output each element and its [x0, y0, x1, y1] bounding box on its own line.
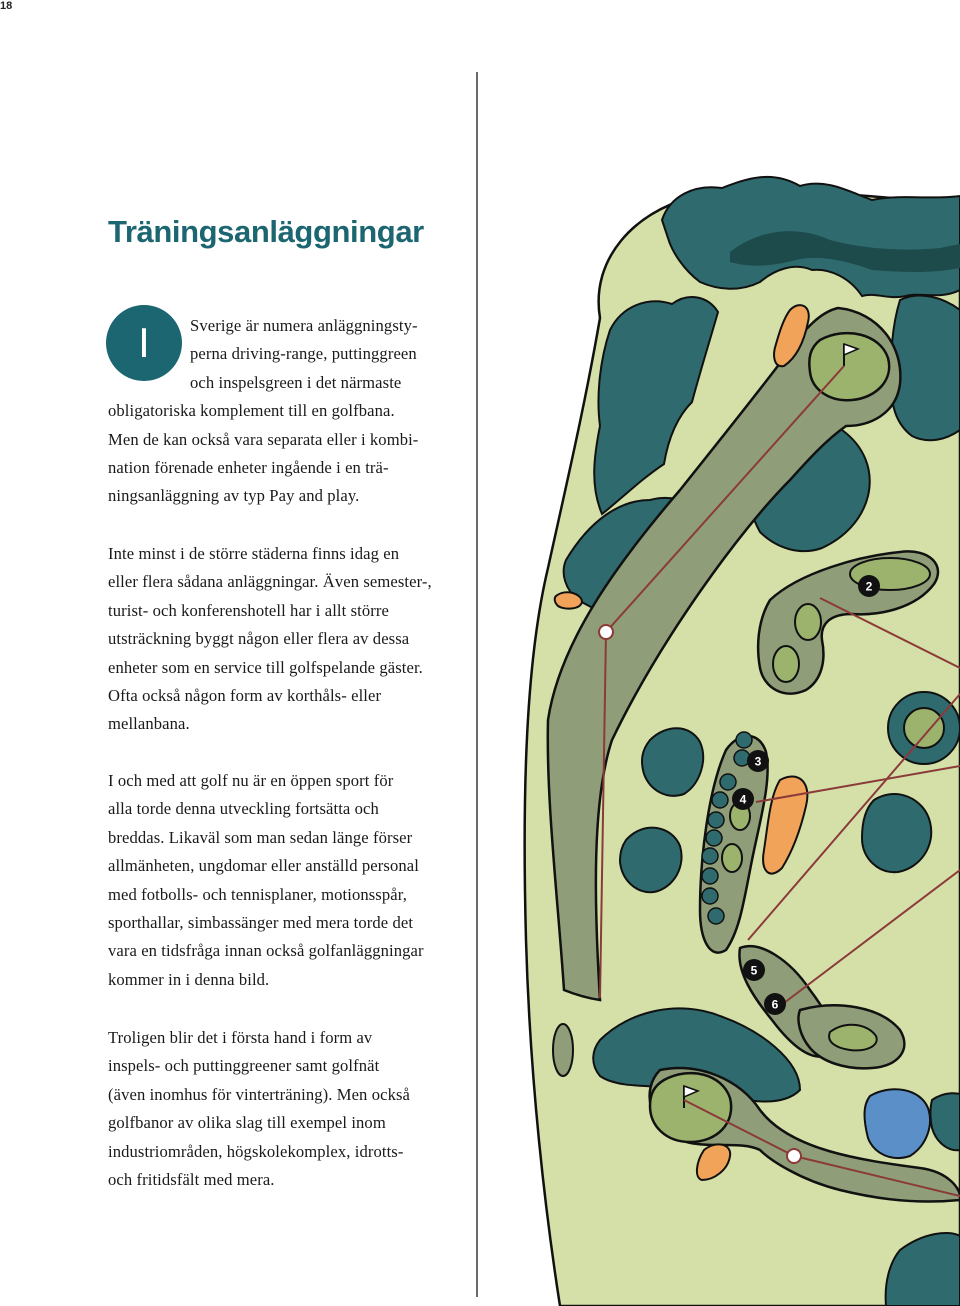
text-line: allmänheten, ungdomar eller anställd personal [108, 856, 419, 876]
hole-marker-3 [747, 750, 769, 772]
bunker [555, 592, 582, 608]
svg-text:6: 6 [771, 997, 779, 1012]
tee-marker [599, 625, 613, 639]
text-line: nation förenade enheter ingående i en trä- [108, 458, 389, 478]
text-line: breddas. Likaväl som man sedan länge förser [108, 827, 413, 847]
body-paragraph [108, 767, 453, 994]
page-title: Träningsanläggningar [108, 214, 424, 249]
text-line: vara en tidsfråga innan också golfanläggningar [108, 941, 424, 961]
body-paragraph [108, 1024, 453, 1194]
text-line: och fritidsfält med mera. [108, 1170, 275, 1190]
green-hole-6 [829, 1025, 877, 1051]
tee-box [553, 1024, 573, 1076]
text-line: Troligen blir det i första hand i form av [108, 1028, 373, 1047]
text-line: obligatoriska komplement till en golfbana. [108, 401, 395, 421]
tee-box [722, 844, 742, 872]
target-green-inner [904, 708, 944, 748]
tee-marker [787, 1149, 801, 1163]
text-line: (även inomhus för vinterträning). Men också [108, 1084, 410, 1104]
text-line: Inte minst i de större städerna finns idag en [108, 544, 400, 563]
svg-text:2: 2 [865, 579, 873, 594]
text-line: mellanbana. [108, 714, 190, 734]
text-line: och inspelsgreen i det närmaste [190, 372, 402, 392]
text-line: ningsanläggning av typ Pay and play. [108, 486, 360, 506]
text-line: I och med att golf nu är en öppen sport för [108, 771, 394, 790]
text-line: med fotbolls- och tennisplaner, motionsspår, [108, 884, 407, 904]
golf-course-map [520, 170, 960, 1306]
drop-cap: I [106, 305, 182, 381]
tree-cluster [620, 828, 682, 893]
text-line: kommer in i denna bild. [108, 969, 270, 989]
green-hole-7 [650, 1073, 731, 1142]
text-line: inspels- och puttinggreener samt golfnät [108, 1056, 380, 1076]
tree-cluster [642, 728, 703, 796]
body-paragraph [108, 540, 453, 739]
text-line: Ofta också någon form av korthåls- eller [108, 686, 382, 706]
intro-paragraph [108, 312, 453, 511]
tee-box [795, 604, 821, 640]
hole-marker-5 [743, 959, 765, 981]
svg-text:4: 4 [739, 792, 747, 807]
text-line: golfbanor av olika slag till exempel inom [108, 1113, 386, 1133]
text-line: perna driving-range, puttinggreen [190, 344, 417, 364]
water-hazard [865, 1089, 930, 1158]
hole-marker-2 [858, 575, 880, 597]
svg-text:3: 3 [754, 754, 762, 769]
text-line: Sverige är numera anläggningsty- [190, 316, 418, 335]
text-line: enheter som en service till golfspelande gäster. [108, 657, 423, 677]
hole-marker-4 [732, 788, 754, 810]
text-line: sporthallar, simbassänger med mera torde det [108, 913, 414, 933]
column-divider [476, 72, 478, 1297]
text-line: turist- och konferenshotell har i allt större [108, 600, 389, 620]
page-number: 18 [0, 0, 13, 12]
text-line: alla torde denna utveckling fortsätta och [108, 799, 379, 819]
text-line: eller flera sådana anläggningar. Även semester-, [108, 572, 432, 592]
tee-box [773, 646, 799, 682]
tree-cluster [862, 794, 931, 872]
hole-marker-6 [764, 993, 786, 1015]
text-line: Men de kan också vara separata eller i kombi- [108, 429, 419, 449]
text-line: industriområden, högskolekomplex, idrotts- [108, 1141, 404, 1161]
text-line: utsträckning byggt någon eller flera av dessa [108, 629, 410, 649]
tree-cluster [891, 295, 960, 440]
svg-text:5: 5 [750, 963, 758, 978]
